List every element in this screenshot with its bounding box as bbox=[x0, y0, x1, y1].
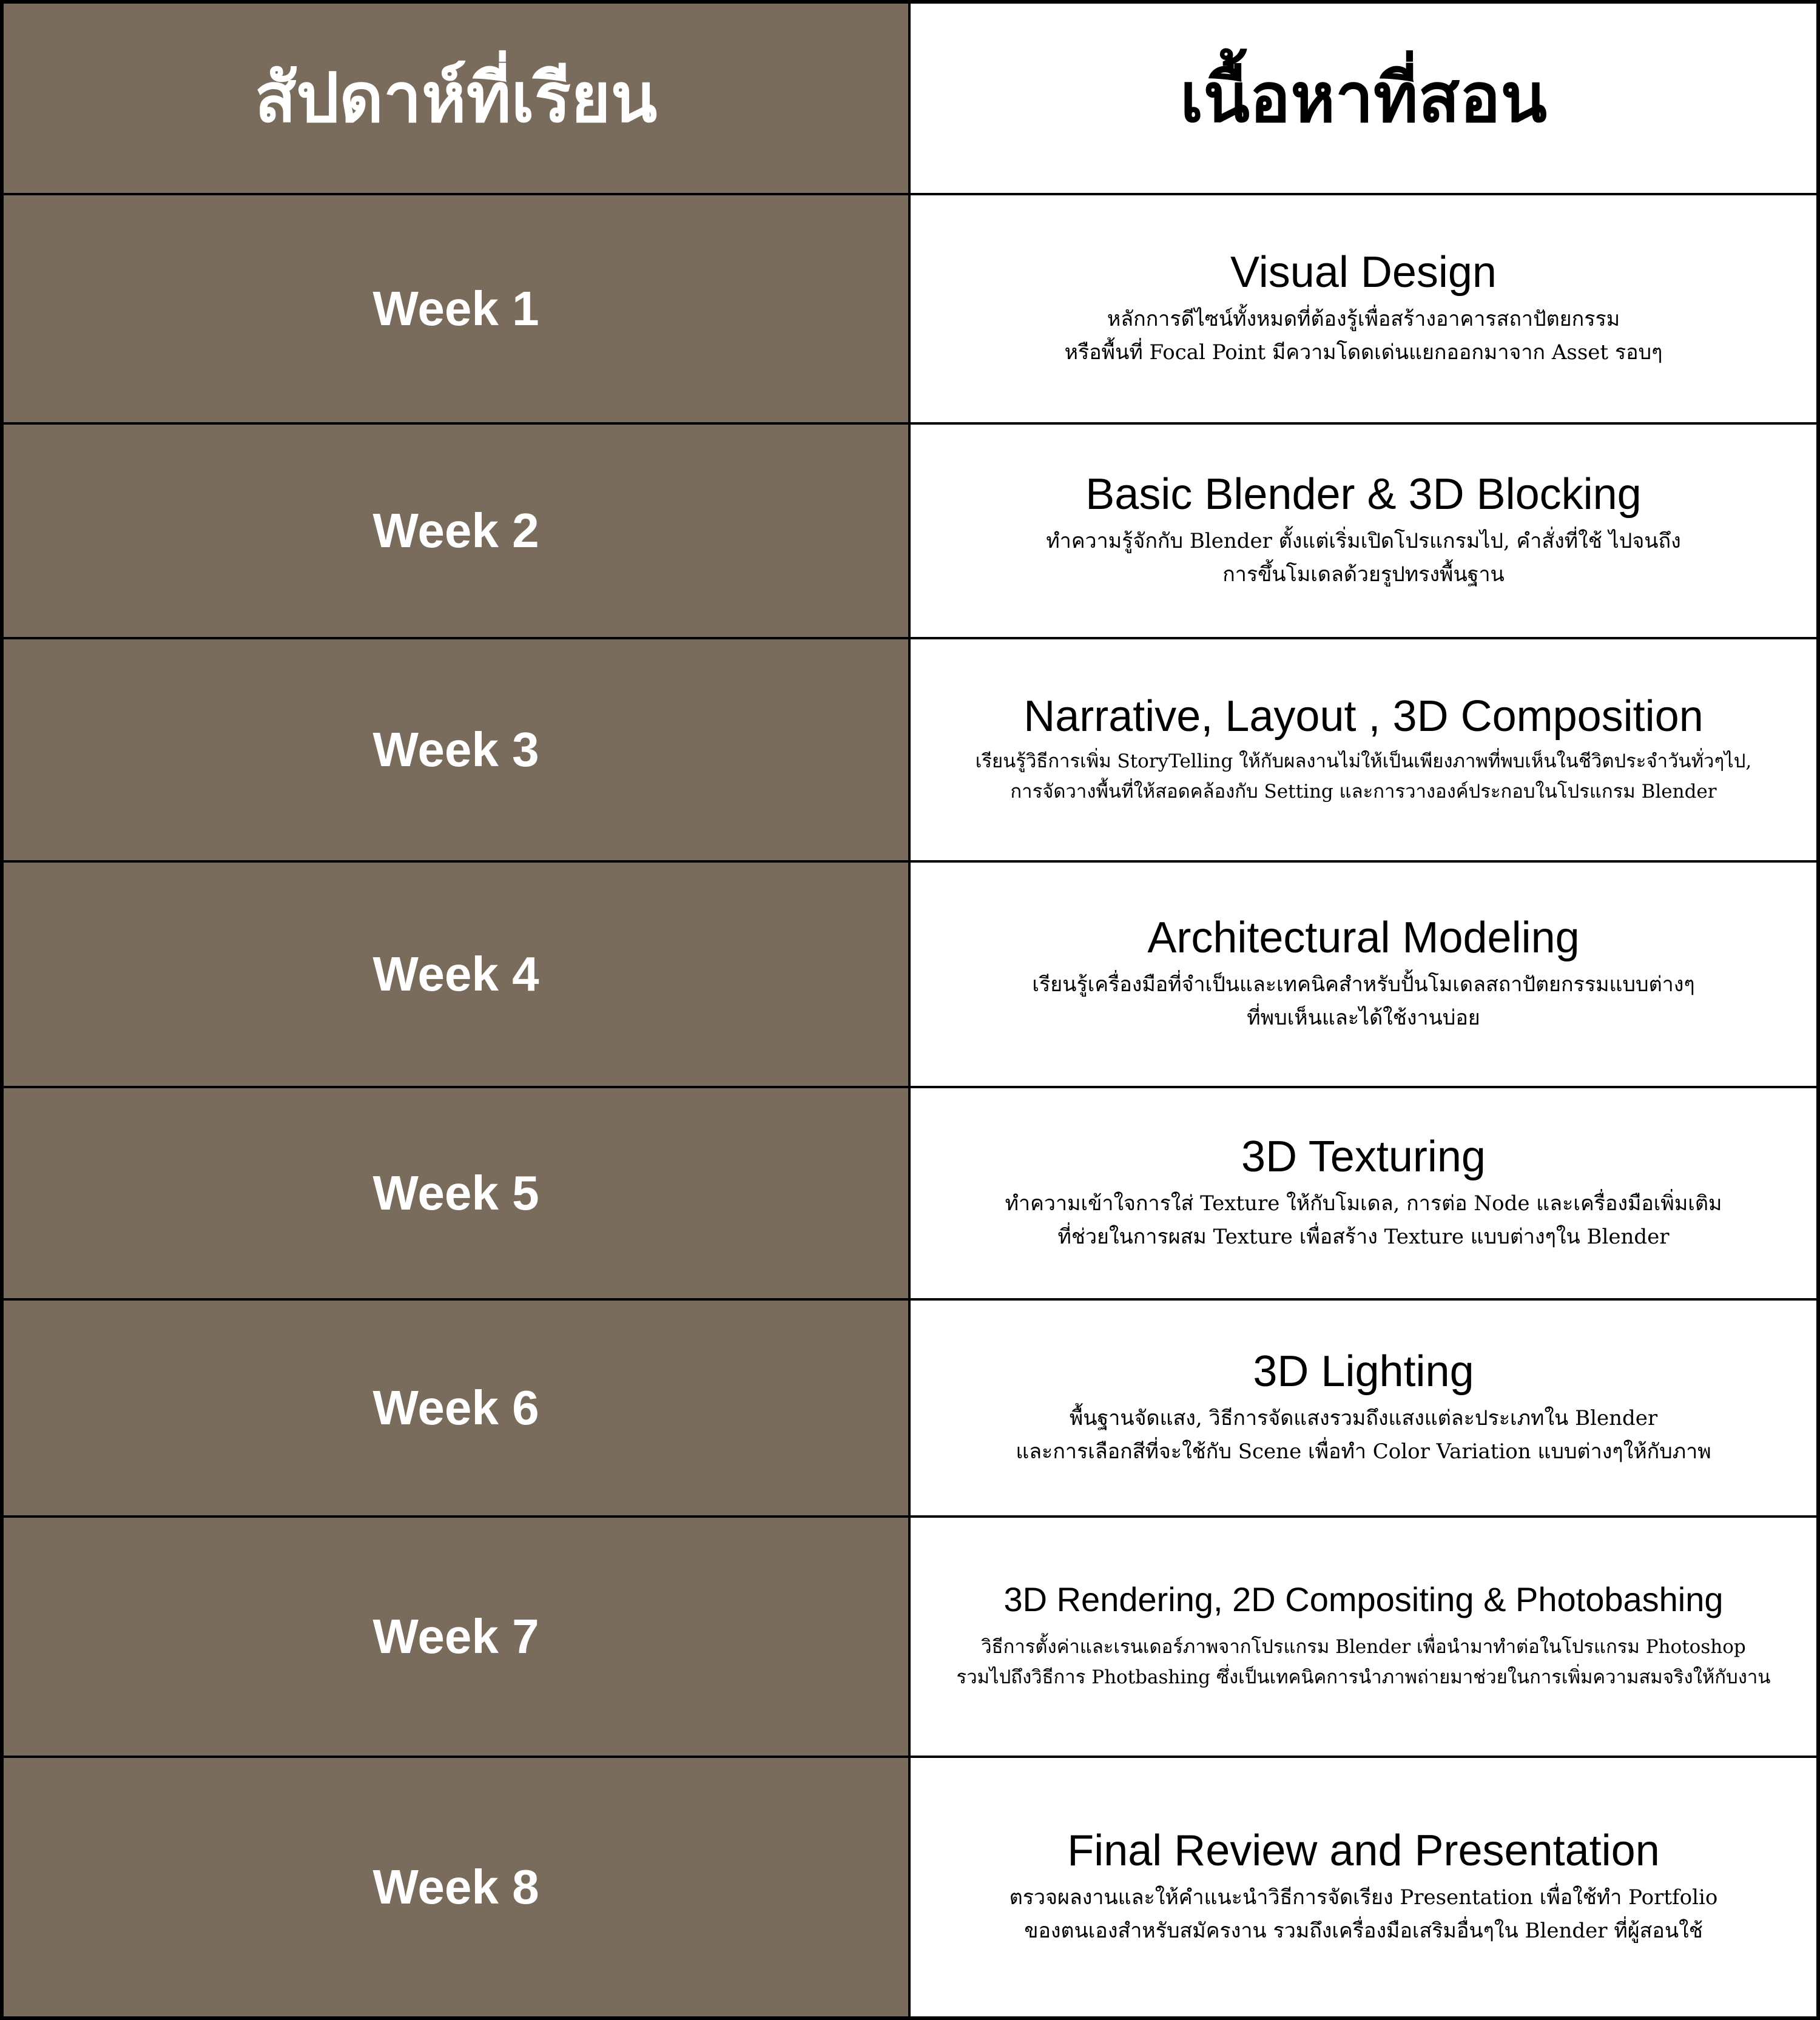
week-7-cell bbox=[4, 1518, 911, 1758]
week-4-desc-line-1: เรียนรู้เครื่องมือที่จำเป็นและเทคนิคสำหรับปั้นโมเดลสถาปัตยกรรมแบบต่างๆ bbox=[1032, 972, 1695, 997]
week-6-label: Week 6 bbox=[372, 1381, 539, 1435]
week-7-content bbox=[911, 1518, 1816, 1758]
week-1-title: Visual Design bbox=[1230, 248, 1497, 297]
week-4-content bbox=[911, 863, 1816, 1088]
week-6-desc-line-2: และการเลือกสีที่จะใช้กับ Scene เพื่อทำ Color Variation แบบต่างๆให้กับภาพ bbox=[1016, 1439, 1711, 1464]
week-1-desc-line-2: หรือพื้นที่ Focal Point มีความโดดเด่นแยกออกมาจาก Asset รอบๆ bbox=[1064, 340, 1663, 365]
week-8-label: Week 8 bbox=[372, 1860, 539, 1914]
week-3-title: Narrative, Layout , 3D Composition bbox=[1023, 692, 1704, 741]
week-6-cell bbox=[4, 1301, 911, 1518]
week-5-cell bbox=[4, 1088, 911, 1301]
week-3-content bbox=[911, 639, 1816, 863]
week-4-label: Week 4 bbox=[372, 947, 539, 1001]
week-5-label: Week 5 bbox=[372, 1166, 539, 1220]
week-7-desc-line-1: วิธีการตั้งค่าและเรนเดอร์ภาพจากโปรแกรม Blender เพื่อนำมาทำต่อในโปรแกรม Photoshop bbox=[981, 1636, 1746, 1658]
week-1-desc-line-1: หลักการดีไซน์ทั้งหมดที่ต้องรู้เพื่อสร้างอาคารสถาปัตยกรรม bbox=[1107, 307, 1620, 332]
week-4-desc-line-2: ที่พบเห็นและได้ใช้งานบ่อย bbox=[1247, 1005, 1480, 1030]
header-week-label: สัปดาห์ที่เรียน bbox=[254, 58, 658, 138]
week-6-title: 3D Lighting bbox=[1253, 1347, 1474, 1396]
header-week-cell bbox=[4, 4, 911, 195]
week-1-label: Week 1 bbox=[372, 281, 539, 335]
week-6-desc-line-1: พื้นฐานจัดแสง, วิธีการจัดแสงรวมถึงแสงแต่ละประเภทใน Blender bbox=[1069, 1406, 1658, 1431]
week-1-content bbox=[911, 195, 1816, 425]
week-1-cell bbox=[4, 195, 911, 425]
header-content-cell bbox=[911, 4, 1816, 195]
week-2-desc-line-1: ทำความรู้จักกับ Blender ตั้งแต่เริ่มเปิดโปรแกรมไป, คำสั่งที่ใช้ ไปจนถึง bbox=[1046, 529, 1681, 554]
week-8-desc-line-2: ของตนเองสำหรับสมัครงาน รวมถึงเครื่องมือเสริมอื่นๆใน Blender ที่ผู้สอนใช้ bbox=[1024, 1918, 1703, 1943]
week-5-title: 3D Texturing bbox=[1241, 1133, 1486, 1182]
week-2-content bbox=[911, 425, 1816, 639]
week-8-desc-line-1: ตรวจผลงานและให้คำแนะนำวิธีการจัดเรียง Presentation เพื่อใช้ทำ Portfolio bbox=[1009, 1885, 1718, 1910]
week-6-content bbox=[911, 1301, 1816, 1518]
week-5-desc-line-2: ที่ช่วยในการผสม Texture เพื่อสร้าง Texture แบบต่างๆใน Blender bbox=[1057, 1224, 1670, 1249]
week-4-title: Architectural Modeling bbox=[1147, 914, 1580, 963]
week-2-title: Basic Blender & 3D Blocking bbox=[1085, 470, 1642, 519]
header-content-label: เนื้อหาที่สอน bbox=[1180, 58, 1547, 138]
week-7-desc-line-2: รวมไปถึงวิธีการ Photbashing ซึ่งเป็นเทคนิคการนำภาพถ่ายมาช่วยในการเพิ่มความสมจริงให้กับงาน bbox=[956, 1666, 1771, 1688]
week-5-content bbox=[911, 1088, 1816, 1301]
week-3-cell bbox=[4, 639, 911, 863]
week-4-cell bbox=[4, 863, 911, 1088]
week-8-cell bbox=[4, 1758, 911, 2016]
week-5-desc-line-1: ทำความเข้าใจการใส่ Texture ให้กับโมเดล, การต่อ Node และเครื่องมือเพิ่มเติม bbox=[1005, 1191, 1722, 1216]
week-2-cell bbox=[4, 425, 911, 639]
week-3-label: Week 3 bbox=[372, 722, 539, 776]
week-3-desc-line-2: การจัดวางพื้นที่ให้สอดคล้องกับ Setting และการวางองค์ประกอบในโปรแกรม Blender bbox=[1010, 780, 1717, 803]
week-2-label: Week 2 bbox=[372, 503, 539, 557]
week-7-label: Week 7 bbox=[372, 1609, 539, 1663]
week-3-desc-line-1: เรียนรู้วิธีการเพิ่ม StoryTelling ให้กับผลงานไม่ให้เป็นเพียงภาพที่พบเห็นในชีวิตประจำวันทั่วๆไป, bbox=[975, 750, 1752, 772]
week-8-content bbox=[911, 1758, 1816, 2016]
week-8-title: Final Review and Presentation bbox=[1067, 1826, 1660, 1876]
week-2-desc-line-2: การขึ้นโมเดลด้วยรูปทรงพื้นฐาน bbox=[1222, 562, 1505, 587]
week-7-title: 3D Rendering, 2D Compositing & Photobashing bbox=[1003, 1580, 1724, 1618]
